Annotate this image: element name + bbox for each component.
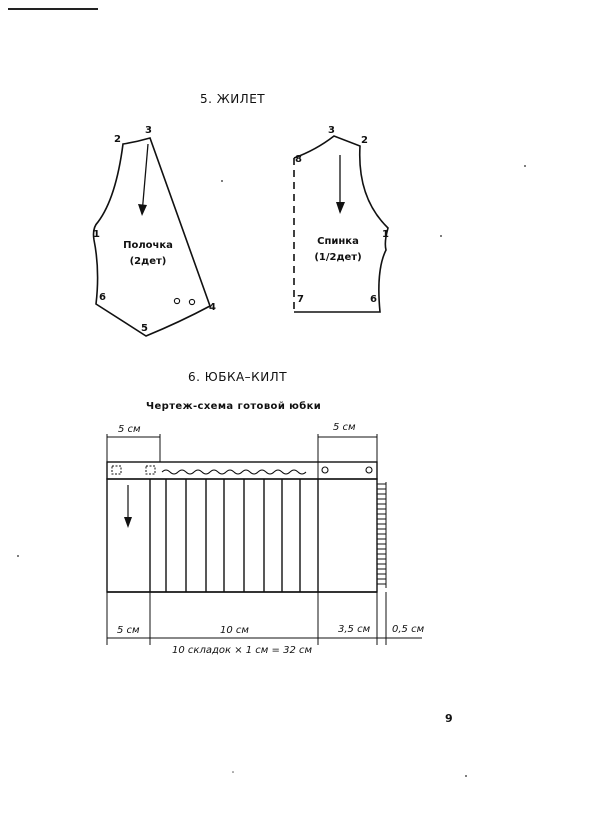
back-point-7: 7 (297, 294, 304, 305)
front-point-1: 1 (93, 229, 100, 240)
vest-back-pattern (294, 136, 388, 312)
front-point-6: 6 (99, 292, 106, 303)
front-label-count: (2дет) (129, 256, 167, 267)
back-point-3: 3 (328, 125, 335, 136)
back-label-name: Спинка (317, 236, 359, 247)
scan-specks (17, 165, 526, 777)
dim-bottom-right-2: 0,5 см (392, 624, 425, 635)
front-label (108, 238, 188, 270)
front-point-4: 4 (209, 302, 216, 313)
front-label-name: Полочка (123, 240, 173, 251)
front-point-2: 2 (114, 134, 121, 145)
back-point-8: 8 (295, 154, 302, 165)
back-point-6: 6 (370, 294, 377, 305)
vest-heading: 5. ЖИЛЕТ (200, 92, 266, 106)
back-point-2: 2 (361, 135, 368, 146)
dim-bottom-left: 5 см (117, 625, 140, 636)
back-point-1: 1 (382, 229, 389, 240)
dim-top-right: 5 см (333, 422, 356, 433)
page-number: 9 (445, 712, 453, 725)
dim-bottom-middle: 10 см (220, 625, 249, 636)
kilt-heading: 6. ЮБКА–КИЛТ (188, 370, 288, 384)
back-label (298, 234, 378, 266)
kilt-caption: Чертеж-схема готовой юбки (146, 401, 322, 412)
dim-top-left: 5 см (118, 424, 141, 435)
front-point-3: 3 (145, 125, 152, 136)
dim-bottom-right-1: 3,5 см (338, 624, 371, 635)
kilt-diagram (107, 462, 386, 592)
front-point-5: 5 (141, 323, 148, 334)
vest-front-pattern (94, 138, 211, 336)
dim-formula: 10 складок × 1 см = 32 см (172, 645, 313, 656)
back-label-count: (1/2дет) (314, 252, 362, 263)
